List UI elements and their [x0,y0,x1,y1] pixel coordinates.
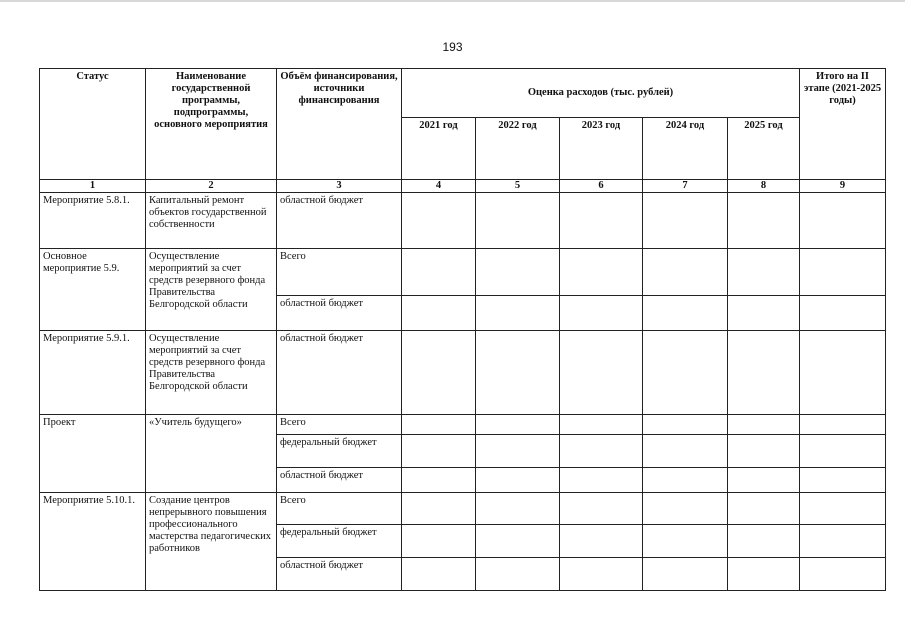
column-number: 6 [560,180,643,193]
value-cell [643,331,728,415]
table-row [40,193,886,249]
value-cell [728,415,800,435]
column-number: 2 [146,180,277,193]
row-source: областной бюджет [277,468,402,493]
value-cell [643,558,728,591]
value-cell [402,525,476,558]
value-cell [728,249,800,296]
row-source: федеральный бюджет [277,435,402,468]
column-number: 1 [40,180,146,193]
value-cell [728,193,800,249]
value-cell [476,296,560,331]
header-year-2025: 2025 год [728,118,800,180]
row-status: Проект [40,415,146,493]
row-status: Мероприятие 5.8.1. [40,193,146,249]
value-cell [560,296,643,331]
value-cell [643,435,728,468]
value-cell [728,558,800,591]
value-cell [800,193,886,249]
page-top-rule [0,0,905,2]
row-status: Основное мероприятие 5.9. [40,249,146,331]
column-number: 9 [800,180,886,193]
header-total: Итого на II этапе (2021-2025 годы) [800,69,886,180]
value-cell [643,493,728,525]
row-name: Осуществление мероприятий за счет средств резервного фонда Правительства Белгородской области [146,249,277,331]
value-cell [800,296,886,331]
value-cell [560,525,643,558]
column-number: 3 [277,180,402,193]
value-cell [643,525,728,558]
column-number-row [40,180,886,193]
value-cell [800,558,886,591]
table-row [40,331,886,415]
value-cell [800,331,886,415]
header-volume: Объём финансирования, источники финансирования [277,69,402,180]
column-number: 8 [728,180,800,193]
value-cell [643,296,728,331]
value-cell [560,493,643,525]
value-cell [402,415,476,435]
value-cell [476,493,560,525]
value-cell [800,493,886,525]
value-cell [402,435,476,468]
row-name: Осуществление мероприятий за счет средств резервного фонда Правительства Белгородской области [146,331,277,415]
value-cell [476,249,560,296]
row-status: Мероприятие 5.9.1. [40,331,146,415]
value-cell [402,296,476,331]
header-status: Статус [40,69,146,180]
value-cell [476,525,560,558]
row-status: Мероприятие 5.10.1. [40,493,146,591]
table-row [40,493,886,525]
value-cell [560,558,643,591]
value-cell [800,249,886,296]
value-cell [402,249,476,296]
value-cell [800,525,886,558]
value-cell [643,249,728,296]
value-cell [560,468,643,493]
value-cell [643,468,728,493]
value-cell [560,331,643,415]
row-name: Капитальный ремонт объектов государственной собственности [146,193,277,249]
row-source: областной бюджет [277,331,402,415]
header-year-2024: 2024 год [643,118,728,180]
value-cell [476,558,560,591]
header-year-2023: 2023 год [560,118,643,180]
value-cell [643,193,728,249]
value-cell [402,493,476,525]
value-cell [476,331,560,415]
value-cell [800,415,886,435]
value-cell [800,468,886,493]
budget-table [39,68,886,591]
column-number: 7 [643,180,728,193]
header-year-2022: 2022 год [476,118,560,180]
value-cell [560,415,643,435]
column-number: 5 [476,180,560,193]
row-source: Всего [277,415,402,435]
value-cell [728,468,800,493]
header-estimate: Оценка расходов (тыс. рублей) [402,69,800,118]
value-cell [402,193,476,249]
header-year-2021: 2021 год [402,118,476,180]
value-cell [728,525,800,558]
row-name: «Учитель будущего» [146,415,277,493]
value-cell [402,468,476,493]
row-source: Всего [277,249,402,296]
table-row [40,249,886,296]
value-cell [476,468,560,493]
row-source: Всего [277,493,402,525]
value-cell [728,296,800,331]
row-name: Создание центров непрерывного повышения профессионального мастерства педагогических работников [146,493,277,591]
value-cell [402,331,476,415]
row-source: областной бюджет [277,558,402,591]
value-cell [476,415,560,435]
column-number: 4 [402,180,476,193]
value-cell [560,249,643,296]
page-number: 193 [442,40,463,54]
row-source: областной бюджет [277,296,402,331]
value-cell [560,435,643,468]
value-cell [728,493,800,525]
header-row-top [40,69,886,118]
value-cell [402,558,476,591]
value-cell [800,435,886,468]
header-name: Наименование государственной программы, подпрограммы, основного мероприятия [146,69,277,180]
value-cell [728,331,800,415]
value-cell [728,435,800,468]
value-cell [476,193,560,249]
row-source: федеральный бюджет [277,525,402,558]
table-row [40,415,886,435]
value-cell [643,415,728,435]
value-cell [476,435,560,468]
value-cell [560,193,643,249]
row-source: областной бюджет [277,193,402,249]
